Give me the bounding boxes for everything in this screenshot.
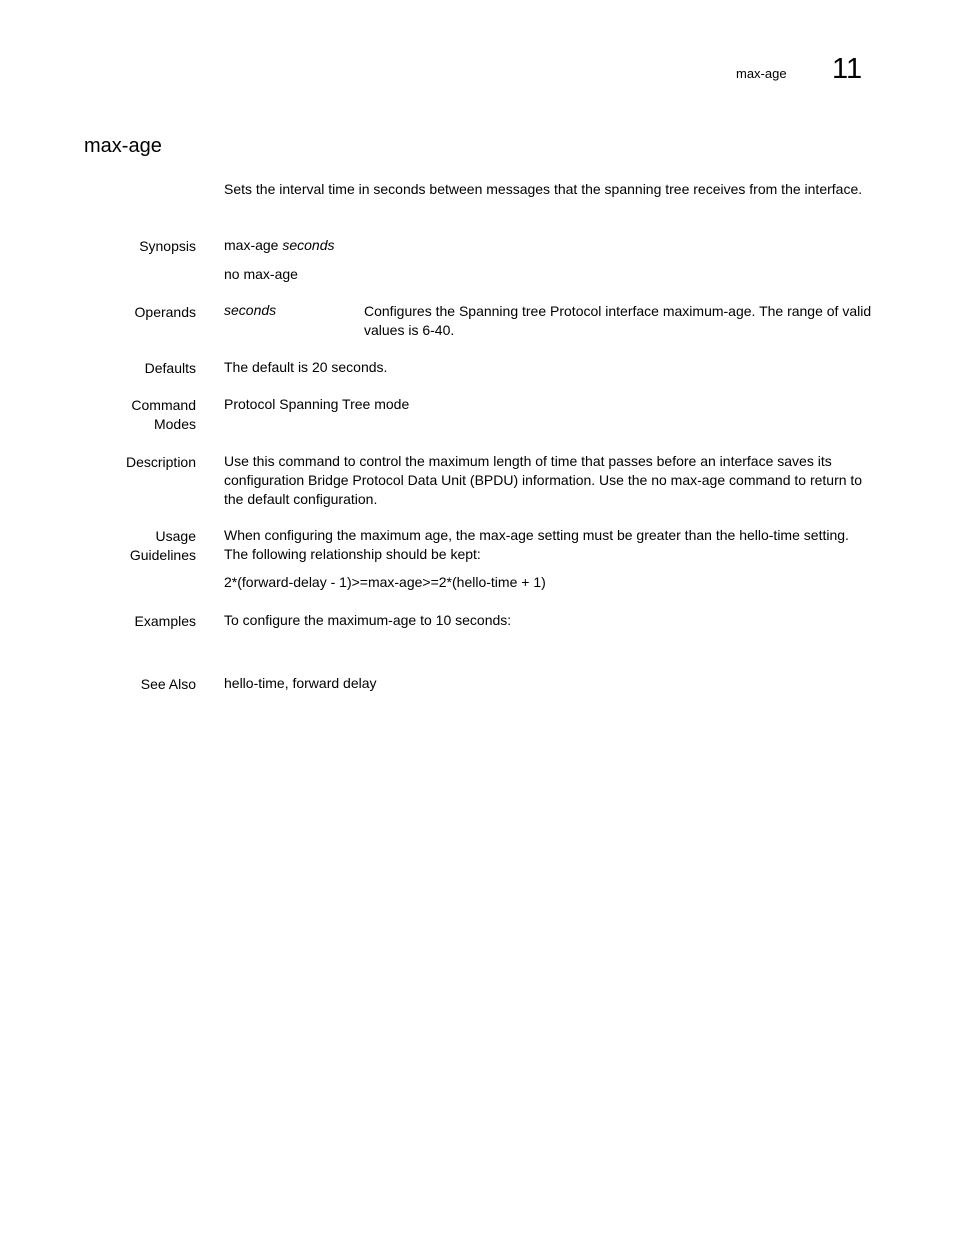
examples-label: Examples	[134, 613, 196, 629]
command-modes-text: Protocol Spanning Tree mode	[224, 396, 410, 412]
defaults-label: Defaults	[144, 360, 196, 376]
description-command: no max-age	[651, 472, 726, 488]
usage-command-max-age: max-age	[479, 527, 534, 543]
operands-label: Operands	[134, 304, 196, 320]
command-modes-label: Command Modes	[131, 397, 196, 432]
synopsis-argument: seconds	[282, 237, 335, 253]
page-title: max-age	[84, 135, 162, 157]
operand-name: seconds	[224, 302, 277, 318]
chapter-number: 11	[832, 53, 863, 85]
examples-text: To configure the maximum-age to 10 seconds:	[224, 612, 512, 628]
synopsis-syntax	[224, 236, 874, 255]
description-label: Description	[125, 454, 196, 470]
usage-command-hello-time: hello-time	[739, 527, 800, 543]
operand-description: Configures the Spanning tree Protocol interface maximum-age. The range of valid values is 6-40.	[364, 303, 872, 338]
see-also-label: See Also	[140, 676, 196, 692]
usage-guidelines-label: Usage Guidelines	[129, 528, 196, 563]
defaults-text: The default is 20 seconds.	[224, 359, 388, 375]
see-also-links[interactable]: hello-time, forward delay	[224, 675, 377, 691]
synopsis-command: max-age	[224, 237, 279, 253]
usage-formula: 2*(forward-delay - 1)>=max-age>=2*(hello-time + 1)	[224, 574, 546, 590]
description-text: Use this command to control the maximum length of time that passes before an interface saves its configuration Bridge Protocol Data Unit (BPDU) information. Use the no max-age command to return to the default configuration.	[224, 453, 863, 507]
usage-guidelines-text: When configuring the maximum age, the max-age setting must be greater than the hello-time setting. The following relationship should be kept:	[224, 527, 849, 562]
synopsis-no-form: no max-age	[224, 266, 298, 282]
running-header-topic: max-age	[736, 66, 787, 81]
synopsis-label: Synopsis	[139, 238, 196, 254]
intro-text: Sets the interval time in seconds between messages that the spanning tree receives from the interface.	[224, 181, 863, 197]
